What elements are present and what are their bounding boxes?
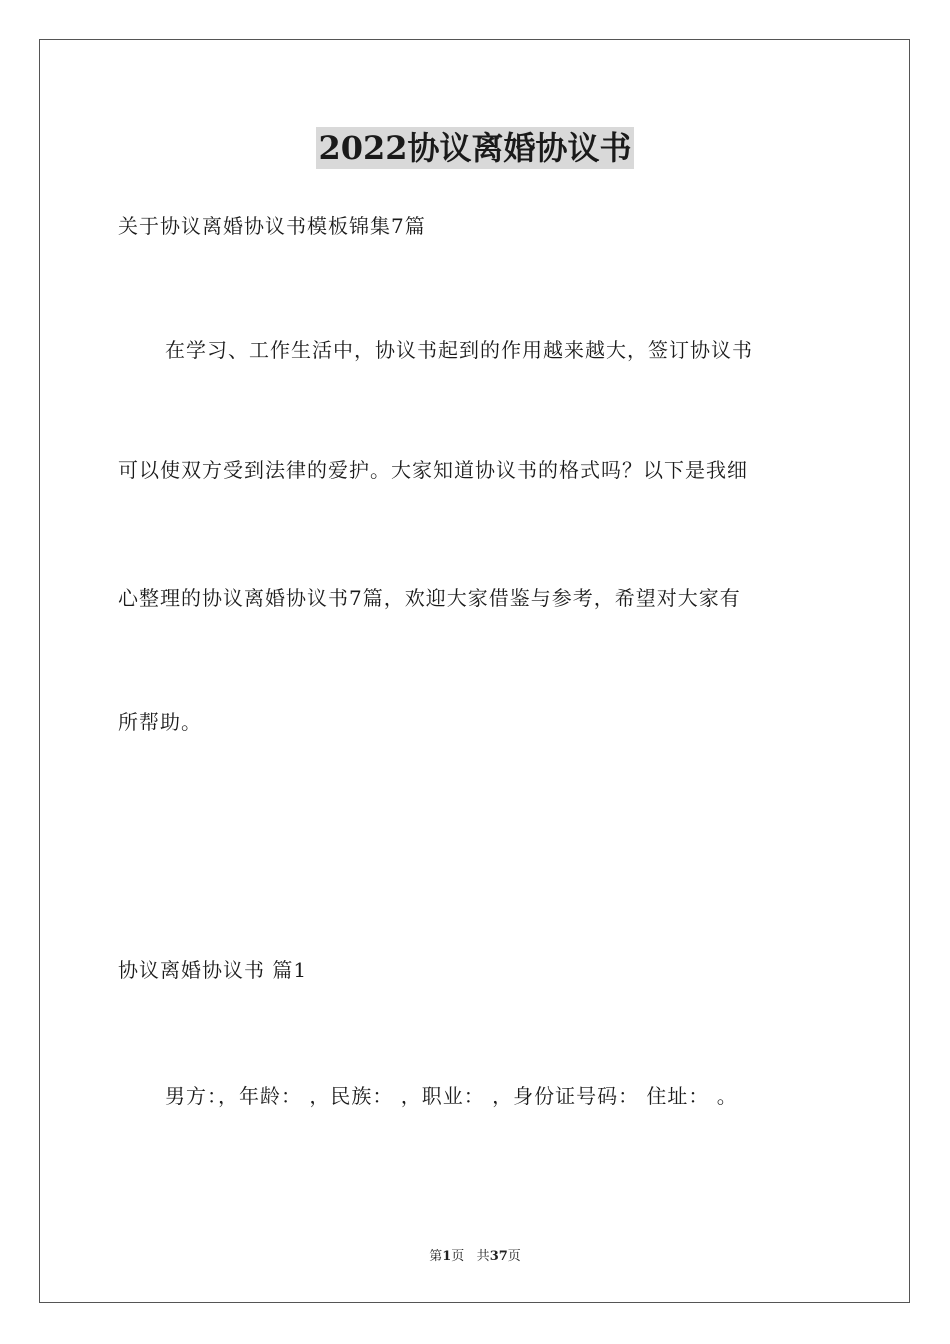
footer-total-pages: 37: [489, 1249, 508, 1264]
document-title: 2022协议离婚协议书: [318, 129, 632, 167]
footer-total-prefix: 共: [476, 1249, 490, 1264]
section-heading: 协议离婚协议书 篇1: [118, 958, 308, 982]
footer-prefix: 第: [429, 1249, 443, 1264]
footer-total-suffix: 页: [507, 1249, 521, 1264]
footer-page-number: 1: [442, 1249, 452, 1264]
paragraph-line-4: 所帮助。: [118, 710, 202, 734]
party-info-line: 男方：，年龄： ，民族： ，职业： ，身份证号码： 住址： 。: [165, 1084, 738, 1108]
paragraph-line-1: 在学习、工作生活中，协议书起到的作用越来越大，签订协议书: [165, 338, 753, 362]
paragraph-line-3: 心整理的协议离婚协议书7篇，欢迎大家借鉴与参考，希望对大家有: [118, 586, 741, 610]
title-container: [0, 127, 950, 169]
footer-page-suffix: 页: [451, 1249, 465, 1264]
document-subtitle: 关于协议离婚协议书模板锦集7篇: [118, 214, 426, 238]
paragraph-line-2: 可以使双方受到法律的爱护。大家知道协议书的格式吗？以下是我细: [118, 458, 748, 482]
page-footer: [0, 1248, 950, 1266]
